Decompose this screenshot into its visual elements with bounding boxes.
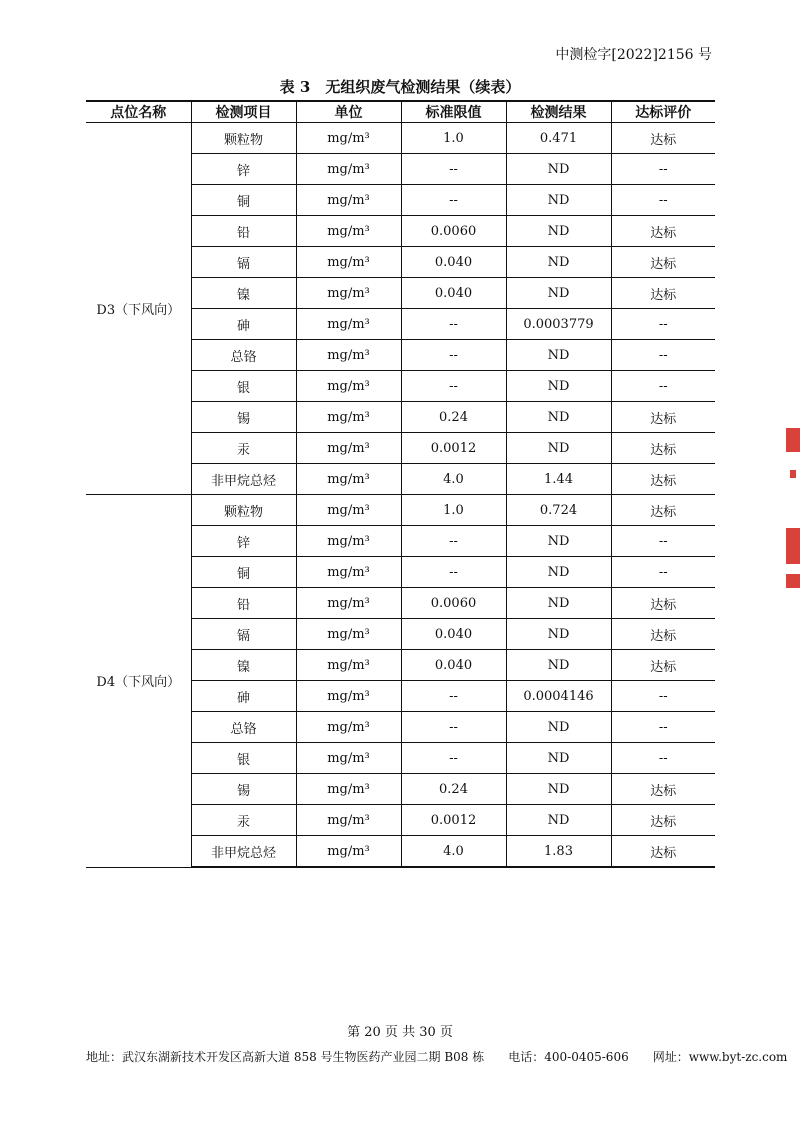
cell-unit: mg/m³: [296, 712, 401, 743]
cell-item: 颗粒物: [191, 495, 296, 526]
cell-evaluation: 达标: [611, 216, 715, 247]
table-row: [86, 495, 715, 526]
seal-stamp-fragment: [786, 574, 800, 588]
cell-limit: 0.040: [401, 247, 506, 278]
cell-result: ND: [506, 433, 611, 464]
cell-evaluation: --: [611, 681, 715, 712]
cell-evaluation: 达标: [611, 495, 715, 526]
cell-unit: mg/m³: [296, 495, 401, 526]
cell-unit: mg/m³: [296, 154, 401, 185]
cell-limit: 4.0: [401, 464, 506, 495]
cell-item: 铅: [191, 216, 296, 247]
cell-limit: 0.0012: [401, 805, 506, 836]
column-header-result: 检测结果: [506, 101, 611, 123]
cell-result: 0.724: [506, 495, 611, 526]
cell-result: ND: [506, 650, 611, 681]
cell-evaluation: --: [611, 154, 715, 185]
cell-limit: 0.040: [401, 278, 506, 309]
cell-evaluation: 达标: [611, 464, 715, 495]
cell-unit: mg/m³: [296, 309, 401, 340]
company-address: 地址：武汉东湖新技术开发区高新大道 858 号生物医药产业园二期 B08 栋 电话：400-0405-606 网址：www.byt-zc.com: [86, 1050, 788, 1064]
cell-result: ND: [506, 619, 611, 650]
cell-evaluation: 达标: [611, 774, 715, 805]
cell-item: 铅: [191, 588, 296, 619]
cell-limit: 0.040: [401, 619, 506, 650]
cell-item: 总铬: [191, 340, 296, 371]
cell-unit: mg/m³: [296, 216, 401, 247]
cell-item: 砷: [191, 309, 296, 340]
seal-stamp-fragment: [786, 528, 800, 564]
cell-unit: mg/m³: [296, 588, 401, 619]
cell-limit: --: [401, 743, 506, 774]
cell-limit: --: [401, 712, 506, 743]
cell-limit: 0.0060: [401, 588, 506, 619]
cell-unit: mg/m³: [296, 743, 401, 774]
cell-unit: mg/m³: [296, 650, 401, 681]
cell-evaluation: --: [611, 371, 715, 402]
cell-result: ND: [506, 712, 611, 743]
cell-evaluation: --: [611, 743, 715, 774]
column-header-point: 点位名称: [86, 101, 191, 123]
cell-unit: mg/m³: [296, 619, 401, 650]
cell-limit: --: [401, 681, 506, 712]
cell-item: 锡: [191, 402, 296, 433]
cell-item: 镍: [191, 278, 296, 309]
cell-result: ND: [506, 340, 611, 371]
cell-item: 非甲烷总烃: [191, 464, 296, 495]
cell-evaluation: 达标: [611, 588, 715, 619]
column-header-unit: 单位: [296, 101, 401, 123]
cell-result: ND: [506, 805, 611, 836]
cell-evaluation: 达标: [611, 433, 715, 464]
cell-item: 汞: [191, 805, 296, 836]
cell-unit: mg/m³: [296, 247, 401, 278]
cell-result: 1.44: [506, 464, 611, 495]
column-header-limit: 标准限值: [401, 101, 506, 123]
cell-limit: 1.0: [401, 123, 506, 154]
cell-unit: mg/m³: [296, 278, 401, 309]
cell-evaluation: 达标: [611, 650, 715, 681]
cell-limit: 1.0: [401, 495, 506, 526]
cell-evaluation: --: [611, 340, 715, 371]
seal-stamp-fragment: [790, 470, 796, 478]
cell-unit: mg/m³: [296, 371, 401, 402]
cell-limit: --: [401, 154, 506, 185]
cell-unit: mg/m³: [296, 805, 401, 836]
cell-limit: 0.24: [401, 774, 506, 805]
cell-result: 0.0004146: [506, 681, 611, 712]
cell-limit: 0.0060: [401, 216, 506, 247]
cell-unit: mg/m³: [296, 340, 401, 371]
cell-evaluation: --: [611, 526, 715, 557]
cell-item: 汞: [191, 433, 296, 464]
cell-item: 镍: [191, 650, 296, 681]
cell-limit: 4.0: [401, 836, 506, 868]
cell-item: 铜: [191, 185, 296, 216]
cell-limit: --: [401, 309, 506, 340]
cell-unit: mg/m³: [296, 123, 401, 154]
cell-unit: mg/m³: [296, 185, 401, 216]
cell-item: 锌: [191, 154, 296, 185]
results-table: [86, 100, 715, 868]
cell-unit: mg/m³: [296, 433, 401, 464]
cell-point-name: D4（下风向）: [86, 495, 191, 868]
cell-evaluation: 达标: [611, 836, 715, 868]
cell-item: 银: [191, 371, 296, 402]
cell-limit: --: [401, 340, 506, 371]
cell-item: 颗粒物: [191, 123, 296, 154]
cell-item: 镉: [191, 619, 296, 650]
cell-evaluation: 达标: [611, 247, 715, 278]
table-row: [86, 123, 715, 154]
cell-evaluation: --: [611, 557, 715, 588]
cell-unit: mg/m³: [296, 464, 401, 495]
table-header-row: [86, 101, 715, 123]
cell-result: ND: [506, 526, 611, 557]
cell-item: 非甲烷总烃: [191, 836, 296, 868]
cell-result: 0.471: [506, 123, 611, 154]
cell-result: ND: [506, 588, 611, 619]
page-number: 第 20 页 共 30 页: [347, 1025, 453, 1040]
column-header-evaluation: 达标评价: [611, 101, 715, 123]
cell-result: ND: [506, 774, 611, 805]
cell-result: ND: [506, 402, 611, 433]
cell-evaluation: 达标: [611, 278, 715, 309]
cell-item: 镉: [191, 247, 296, 278]
cell-unit: mg/m³: [296, 774, 401, 805]
cell-result: ND: [506, 185, 611, 216]
cell-unit: mg/m³: [296, 557, 401, 588]
cell-evaluation: --: [611, 185, 715, 216]
cell-result: 1.83: [506, 836, 611, 868]
cell-item: 锌: [191, 526, 296, 557]
cell-evaluation: 达标: [611, 619, 715, 650]
cell-evaluation: 达标: [611, 402, 715, 433]
cell-limit: --: [401, 526, 506, 557]
cell-point-name: D3（下风向）: [86, 123, 191, 495]
cell-item: 总铬: [191, 712, 296, 743]
cell-result: ND: [506, 247, 611, 278]
cell-limit: 0.24: [401, 402, 506, 433]
cell-unit: mg/m³: [296, 402, 401, 433]
table-title: 表 3 无组织废气检测结果（续表）: [279, 78, 521, 96]
cell-limit: 0.040: [401, 650, 506, 681]
cell-limit: --: [401, 371, 506, 402]
cell-limit: 0.0012: [401, 433, 506, 464]
cell-evaluation: 达标: [611, 805, 715, 836]
cell-result: ND: [506, 743, 611, 774]
cell-unit: mg/m³: [296, 526, 401, 557]
cell-evaluation: 达标: [611, 123, 715, 154]
cell-result: ND: [506, 216, 611, 247]
cell-item: 银: [191, 743, 296, 774]
cell-item: 锡: [191, 774, 296, 805]
cell-result: ND: [506, 278, 611, 309]
table-body: [86, 123, 715, 868]
cell-unit: mg/m³: [296, 836, 401, 868]
cell-limit: --: [401, 185, 506, 216]
cell-result: 0.0003779: [506, 309, 611, 340]
cell-item: 砷: [191, 681, 296, 712]
cell-item: 铜: [191, 557, 296, 588]
cell-result: ND: [506, 154, 611, 185]
report-number: 中测检字[2022]2156 号: [555, 47, 712, 63]
cell-unit: mg/m³: [296, 681, 401, 712]
column-header-item: 检测项目: [191, 101, 296, 123]
cell-evaluation: --: [611, 309, 715, 340]
cell-result: ND: [506, 557, 611, 588]
cell-limit: --: [401, 557, 506, 588]
seal-stamp-fragment: [786, 428, 800, 452]
cell-evaluation: --: [611, 712, 715, 743]
cell-result: ND: [506, 371, 611, 402]
